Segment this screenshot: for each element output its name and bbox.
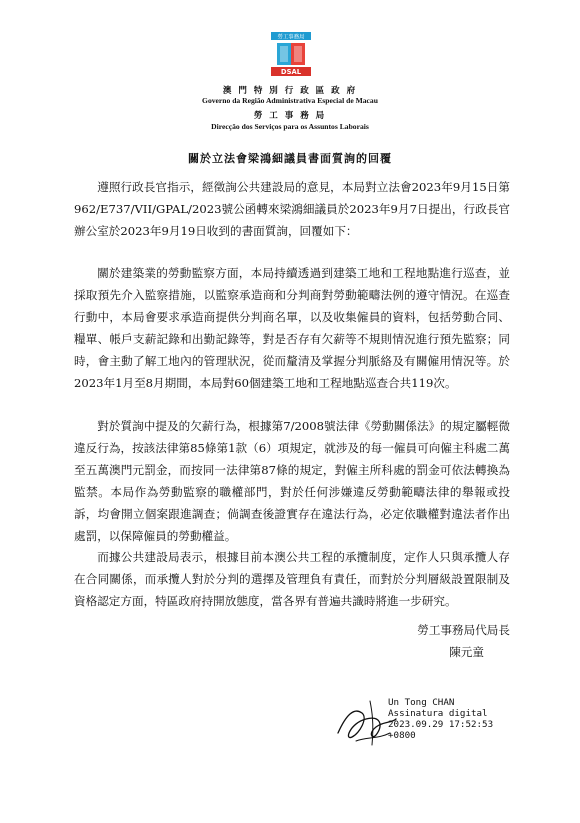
digital-signature-timezone: +0800 xyxy=(388,730,416,741)
logo-text: 勞工事務局 xyxy=(277,34,305,41)
paragraph-3: 對於質詢中提及的欠薪行為，根據第7/2008號法律《勞動關係法》的規定屬輕微違反行為，按該法律第85條第1款（6）項規定，就涉及的每一僱員可向僱主科處二萬至五萬澳門元罰金，而按同一法律第87條的規定，對僱主所科處的罰金可依法轉換為監禁。本局作為勞動監察的職權部門，對於任何涉嫌違反勞動範疇法律的舉報或投訴，均會開立個案跟進調查；倘調查後證實存在違法行為，必定依職權對違法者作出處罰，以保障僱員的勞動權益。 xyxy=(74,419,510,543)
dsal-logo xyxy=(271,32,311,76)
digital-signature-name: Un Tong CHAN xyxy=(388,697,455,708)
gov-name-zh: 澳 門 特 別 行 政 區 政 府 xyxy=(222,86,358,96)
digital-signature-label: Assinatura digital xyxy=(388,708,488,719)
document-title: 關於立法會梁鴻細議員書面質詢的回覆 xyxy=(188,152,392,165)
digital-signature-timestamp: 2023.09.29 17:52:53 xyxy=(388,719,494,730)
signatory-position: 勞工事務局代局長 xyxy=(417,623,510,637)
paragraph-1: 遵照行政長官指示，經徵詢公共建設局的意見，本局對立法會2023年9月15日第962/E737/VII/GPAL/2023號公函轉來梁鴻細議員於2023年9月7日提出，行政長官辦公室於2023年9月19日收到的書面質詢，回覆如下： xyxy=(74,180,510,238)
logo-acronym: DSAL xyxy=(280,68,302,76)
paragraph-4: 而據公共建設局表示，根據目前本澳公共工程的承攬制度，定作人只與承攬人存在合同關係，而承攬人對於分判的選擇及管理負有責任，而對於分判層級設置限制及資格認定方面，特區政府持開放態度，當各界有普遍共識時將進一步研究。 xyxy=(74,550,510,608)
dept-name-pt: Direcção dos Serviços para os Assuntos Laborais xyxy=(211,122,369,131)
dept-name-zh: 勞 工 事 務 局 xyxy=(253,111,327,121)
gov-name-pt: Governo da Região Administrativa Especial de Macau xyxy=(202,96,378,105)
signatory-name: 陳元童 xyxy=(449,645,484,659)
paragraph-2: 關於建築業的勞動監察方面，本局持續透過到建築工地和工程地點進行巡查，並採取預先介入監察措施，以監察承造商和分判商對勞動範疇法例的遵守情況。在巡查行動中，本局會要求承造商提供分判商名單，以及收集僱員的資料，包括勞動合同、糧單、帳戶支薪記錄和出勤記錄等，對是否存有欠薪等不規則情況進行預先監察；同時，會主動了解工地內的管理狀況，從而釐清及掌握分判脈絡及有關僱用情況等。於2023年1月至8月期間，本局對60個建築工地和工程地點巡查合共119次。 xyxy=(74,266,510,390)
digital-signature-block xyxy=(388,697,493,741)
